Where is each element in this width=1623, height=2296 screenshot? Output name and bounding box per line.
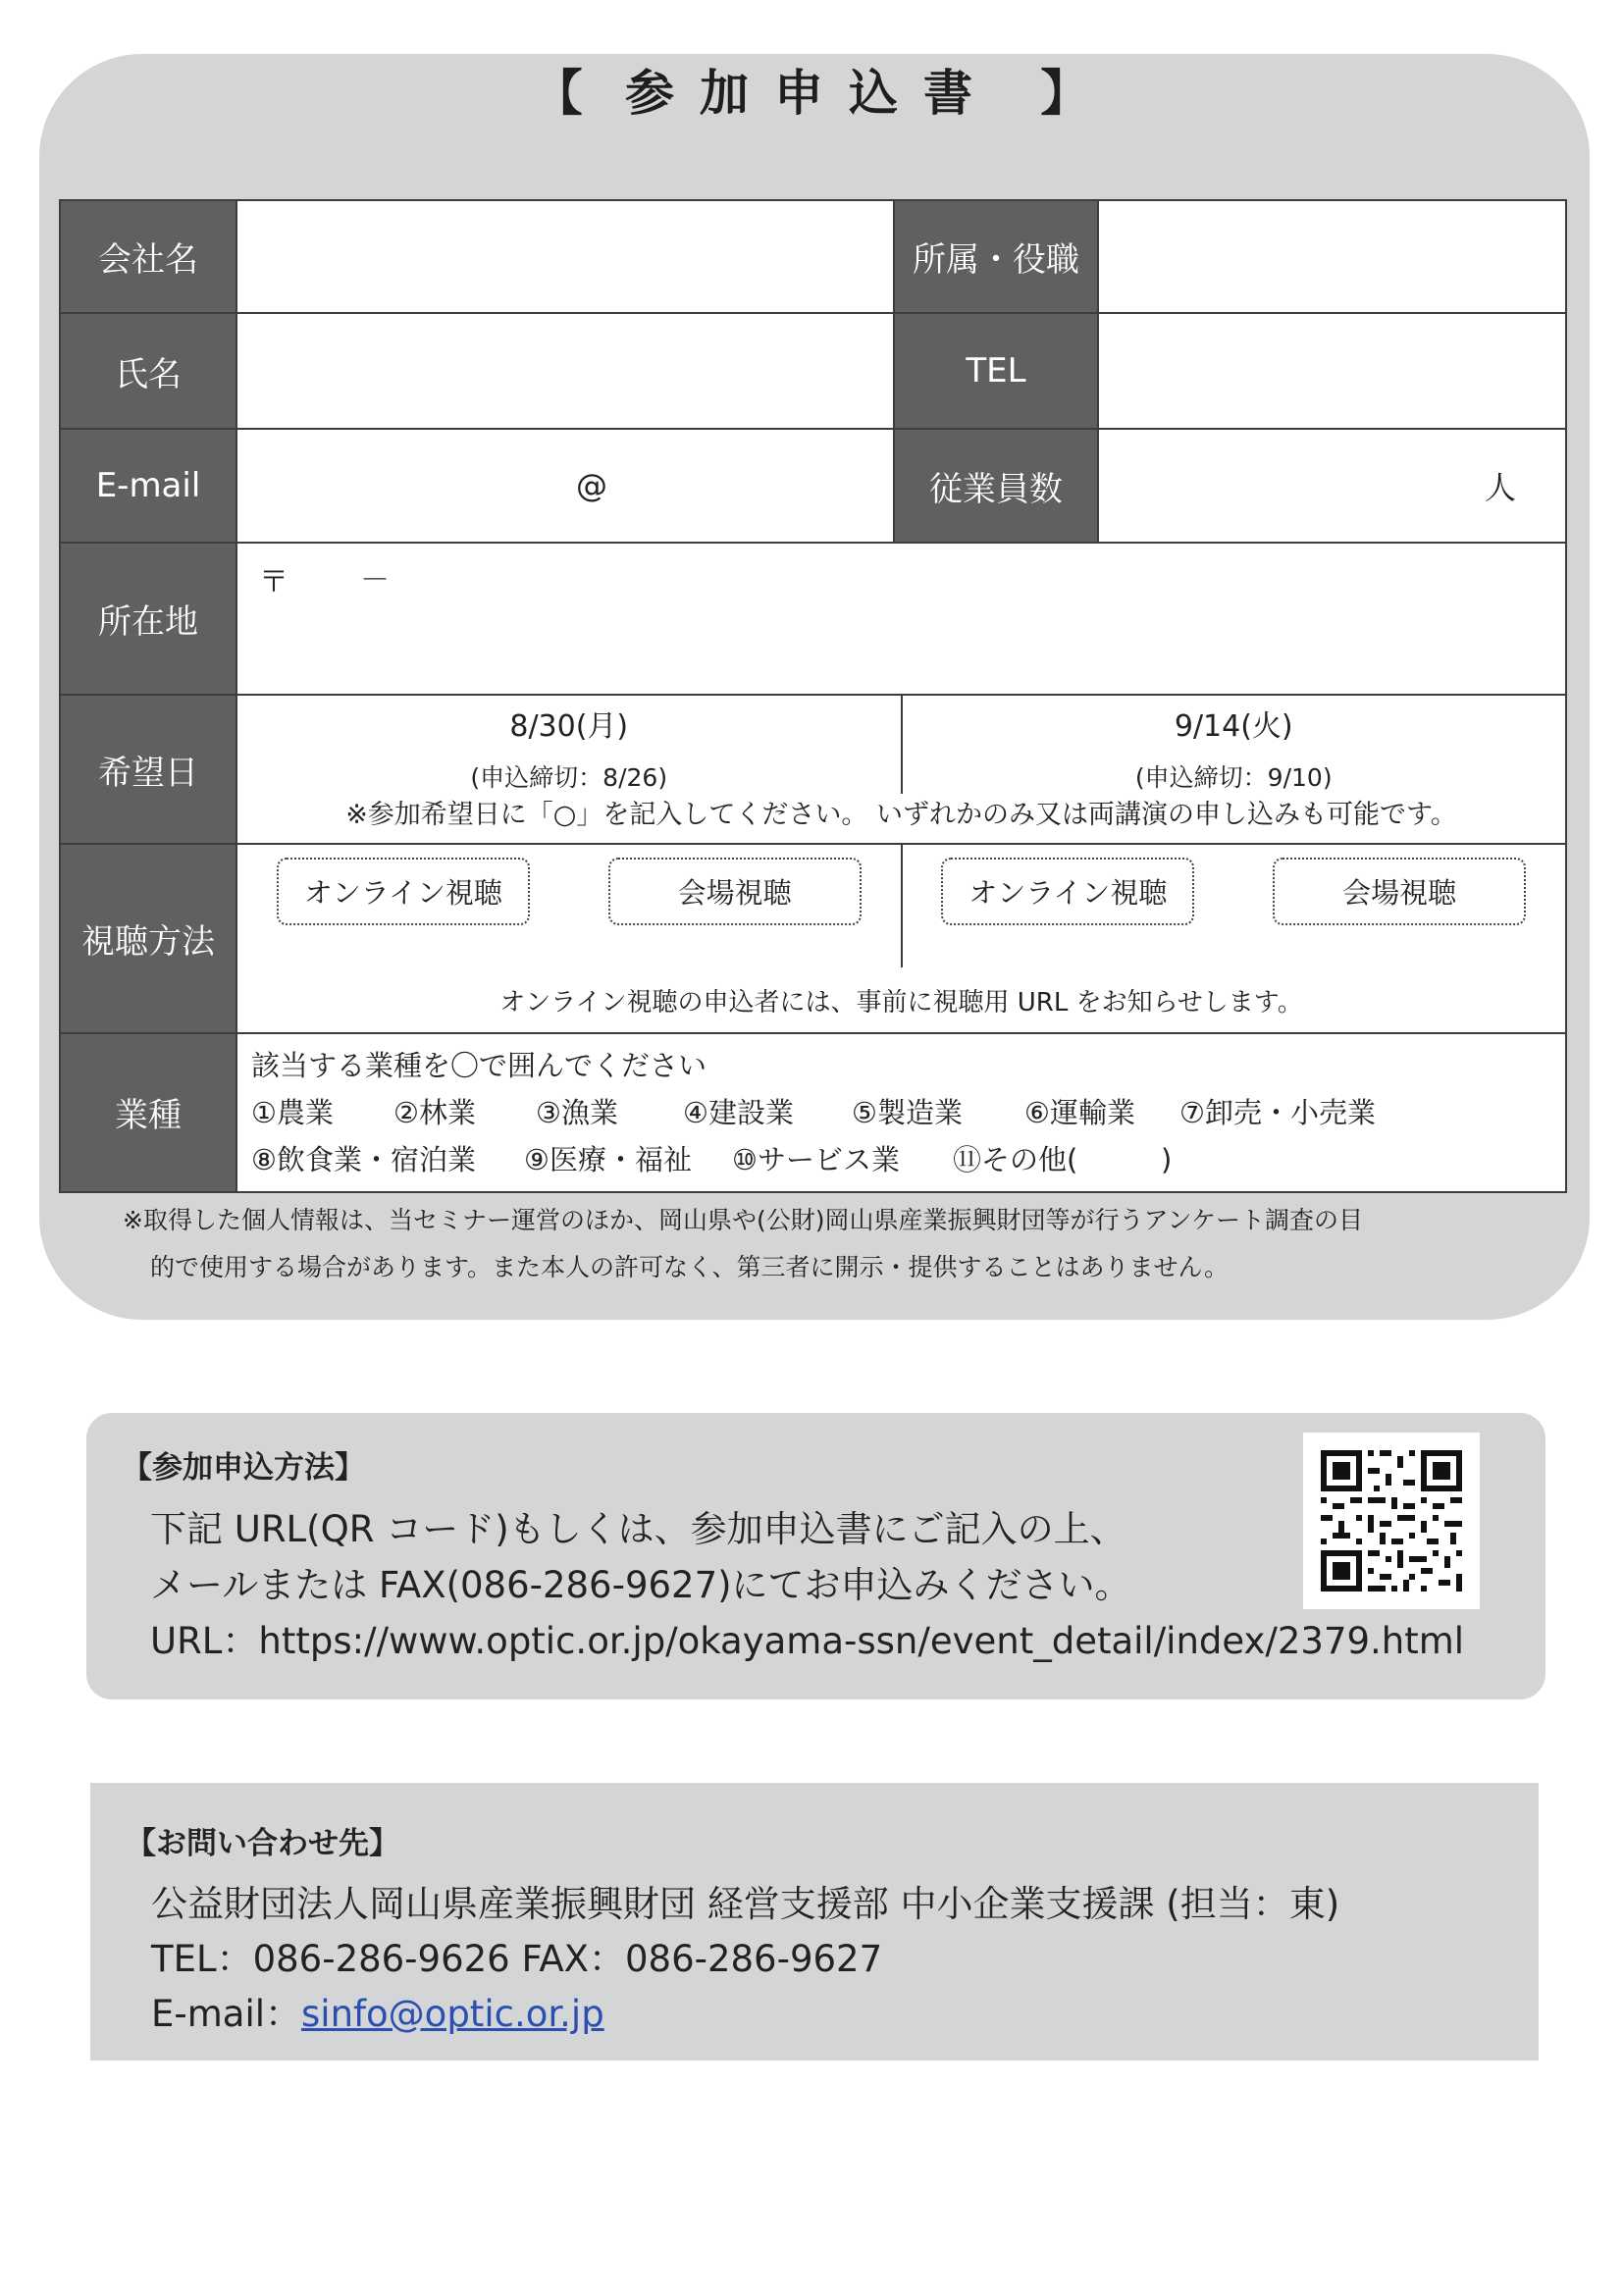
label-company: 会社名	[60, 200, 236, 313]
date-cell	[236, 695, 1566, 844]
employees-unit: 人	[1484, 469, 1516, 507]
method-note: オンライン視聴の申込者には、事前に視聴用 URL をお知らせします。	[499, 987, 1303, 1018]
industry-other-close: )	[1161, 1142, 1173, 1176]
industry-option[interactable]: ⑦卸売・小売業	[1179, 1095, 1376, 1129]
industry-option[interactable]: ⑤製造業	[852, 1095, 963, 1129]
title-text: 参加申込書	[625, 65, 998, 122]
date-2-label: 9/14(火)	[1174, 708, 1293, 744]
title-bracket-open: 【	[533, 65, 583, 122]
industry-row-2	[251, 1136, 1551, 1183]
label-address: 所在地	[60, 543, 236, 695]
date-option-2[interactable]	[903, 696, 1566, 794]
venue-option-date1[interactable]: 会場視聴	[608, 858, 862, 925]
industry-option[interactable]: ④建設業	[683, 1095, 794, 1129]
industry-option-other[interactable]: ⑪その他(	[953, 1142, 1078, 1176]
qr-code-icon[interactable]	[1303, 1433, 1480, 1609]
application-method-panel	[86, 1413, 1545, 1699]
industry-option[interactable]: ⑩サービス業	[732, 1142, 900, 1176]
date-1-label: 8/30(月)	[509, 708, 629, 744]
apply-line-2: メールまたは FAX(086-286-9627)にてお申込みください。	[150, 1564, 1131, 1606]
contact-email-line	[151, 1984, 604, 2037]
row-industry	[60, 1033, 1566, 1192]
venue-option-date2[interactable]: 会場視聴	[1273, 858, 1526, 925]
method-cell	[236, 844, 1566, 1032]
label-method: 視聴方法	[60, 844, 236, 1032]
date-1-deadline: (申込締切：8/26)	[470, 762, 668, 792]
privacy-line-1: ※取得した個人情報は、当セミナー運営のほか、岡山県や(公財)岡山県産業振興財団等が行うアンケート調査の目	[123, 1206, 1363, 1234]
application-form-table	[59, 199, 1567, 1193]
industry-option[interactable]: ②林業	[393, 1095, 476, 1129]
privacy-line-2: 的で使用する場合があります。また本人の許可なく、第三者に開示・提供することはありません。	[150, 1253, 1230, 1281]
contact-title: 【お問い合わせ先】	[126, 1826, 399, 1861]
industry-cell	[236, 1033, 1566, 1192]
industry-row-1	[251, 1089, 1551, 1136]
company-field[interactable]	[236, 200, 894, 313]
row-company	[60, 200, 1566, 313]
address-field[interactable]	[236, 543, 1566, 695]
apply-url-line	[150, 1611, 1464, 1664]
label-industry: 業種	[60, 1033, 236, 1192]
contact-panel	[90, 1783, 1539, 2061]
title-bracket-close: 】	[1040, 65, 1090, 122]
online-option-date2[interactable]: オンライン視聴	[941, 858, 1194, 925]
apply-line-1: 下記 URL(QR コード)もしくは、参加申込書にご記入の上、	[150, 1508, 1126, 1550]
date-2-deadline: (申込締切：9/10)	[1134, 762, 1333, 792]
postal-dash: －	[360, 562, 390, 598]
date-note: ※参加希望日に「○」を記入してください。 いずれかのみ又は両講演の申し込みも可能です。	[345, 800, 1457, 831]
label-date: 希望日	[60, 695, 236, 844]
contact-email-label: E-mail：	[151, 1993, 302, 2035]
date-option-1[interactable]	[237, 696, 903, 794]
industry-option[interactable]: ⑥運輸業	[1024, 1095, 1135, 1129]
form-title	[0, 54, 1623, 125]
postal-mark: 〒	[259, 564, 288, 600]
apply-title: 【参加申込方法】	[122, 1450, 365, 1486]
industry-option[interactable]: ①農業	[251, 1095, 334, 1129]
row-date	[60, 695, 1566, 844]
industry-instruction: 該当する業種を〇で囲んでください	[251, 1048, 707, 1082]
email-field[interactable]	[236, 429, 894, 542]
label-email: E-mail	[60, 429, 236, 542]
tel-field[interactable]	[1098, 313, 1566, 429]
employees-field[interactable]	[1098, 429, 1566, 542]
row-email	[60, 429, 1566, 542]
online-option-date1[interactable]: オンライン視聴	[277, 858, 530, 925]
label-tel: TEL	[894, 313, 1098, 429]
row-address	[60, 543, 1566, 695]
apply-url-link[interactable]: https://www.optic.or.jp/okayama-ssn/event_detail/index/2379.html	[258, 1620, 1465, 1662]
row-name	[60, 313, 1566, 429]
contact-phones: TEL：086-286-9626 FAX：086-286-9627	[151, 1938, 883, 1980]
dept-field[interactable]	[1098, 200, 1566, 313]
contact-org: 公益財団法人岡山県産業振興財団 経営支援部 中小企業支援課 (担当：東)	[151, 1883, 1340, 1925]
industry-option[interactable]: ⑧飲食業・宿泊業	[251, 1142, 476, 1176]
contact-email-link[interactable]: sinfo@optic.or.jp	[301, 1993, 604, 2035]
label-name: 氏名	[60, 313, 236, 429]
name-field[interactable]	[236, 313, 894, 429]
label-dept: 所属・役職	[894, 200, 1098, 313]
url-label: URL：	[150, 1620, 259, 1662]
label-employees: 従業員数	[894, 429, 1098, 542]
privacy-notice	[123, 1197, 1496, 1291]
industry-option[interactable]: ⑨医療・福祉	[524, 1142, 692, 1176]
email-at-sign: @	[576, 467, 607, 505]
row-method	[60, 844, 1566, 1032]
industry-option[interactable]: ③漁業	[536, 1095, 618, 1129]
